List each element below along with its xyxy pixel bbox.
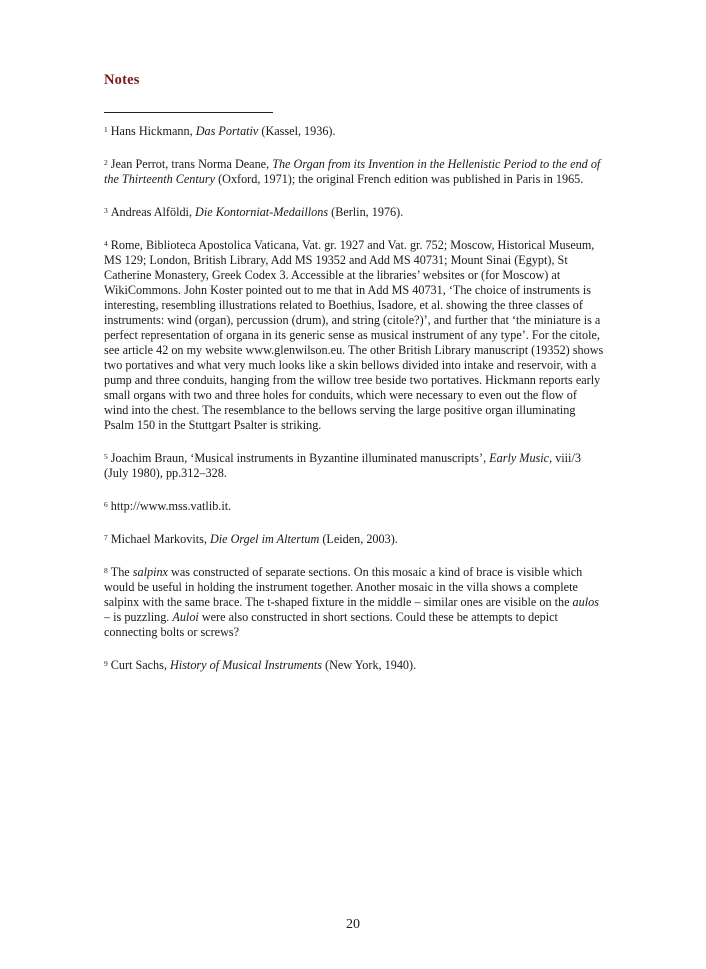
footnote-3 xyxy=(104,203,604,220)
footnote-text: (New York, 1940). xyxy=(322,658,417,672)
footnote-5 xyxy=(104,449,604,481)
footnote-9 xyxy=(104,656,604,673)
footnote-italic-title: Die Orgel im Altertum xyxy=(209,532,320,546)
footnote-text: Curt Sachs, xyxy=(110,658,170,672)
footnote-text: (Kassel, 1936). xyxy=(258,124,336,138)
footnote-text: (Berlin, 1976). xyxy=(328,205,404,219)
footnote-number: 5 xyxy=(104,452,108,461)
notes-heading: Notes xyxy=(104,72,140,88)
footnote-6 xyxy=(104,497,604,514)
footnote-7 xyxy=(104,530,604,547)
footnote-1 xyxy=(104,122,604,139)
footnote-text: , viii/3 (July 1980), pp.312–328. xyxy=(104,451,581,480)
footnote-text: Hans Hickmann, xyxy=(110,124,196,138)
footnote-text: Michael Markovits, xyxy=(110,532,210,546)
footnote-text: Andreas Alföldi, xyxy=(110,205,196,219)
footnote-number: 9 xyxy=(104,659,108,668)
footnote-number: 2 xyxy=(104,158,108,167)
footnote-2 xyxy=(104,155,604,187)
footnote-number: 6 xyxy=(104,500,108,509)
footnote-italic-title: aulos xyxy=(572,595,599,609)
footnote-text: The xyxy=(110,565,133,579)
footnote-4 xyxy=(104,236,604,433)
page-number: 20 xyxy=(346,917,360,932)
footnote-italic-title: The Organ from its Invention in the Hellenistic Period to the end of the Thirteenth Century xyxy=(104,157,601,186)
footnote-italic-title: Die Kontorniat-Medaillons xyxy=(195,205,329,219)
footnote-number: 1 xyxy=(104,125,108,134)
footnote-number: 4 xyxy=(104,239,108,248)
footnote-text: http://www.mss.vatlib.it. xyxy=(110,499,232,513)
footnote-rule xyxy=(104,112,273,113)
footnote-text: Joachim Braun, ‘Musical instruments in Byzantine illuminated manuscripts’, xyxy=(110,451,490,465)
footnote-text: were also constructed in short sections. Could these be attempts to depict connecting bolts or screws? xyxy=(104,610,558,639)
footnote-8 xyxy=(104,563,604,640)
footnote-italic-title: Auloi xyxy=(172,610,199,624)
footnote-text: Jean Perrot, trans Norma Deane, xyxy=(110,157,273,171)
footnote-number: 8 xyxy=(104,566,108,575)
footnote-italic-title: History of Musical Instruments xyxy=(170,658,322,672)
footnote-italic-title: Early Music xyxy=(489,451,550,465)
footnote-text: (Oxford, 1971); the original French edition was published in Paris in 1965. xyxy=(215,172,584,186)
footnote-italic-title: Das Portativ xyxy=(195,124,259,138)
notes-list xyxy=(104,122,604,689)
footnote-number: 7 xyxy=(104,533,108,542)
footnote-number: 3 xyxy=(104,206,108,215)
footnote-text: (Leiden, 2003). xyxy=(319,532,398,546)
footnote-text: Rome, Biblioteca Apostolica Vaticana, Vat. gr. 1927 and Vat. gr. 752; Moscow, Historical Museum, MS 129; London, British Library, Add MS 19352 and Add MS 40731; Mount Sinai (Egypt), St Catherine Monastery, Greek Codex 3. Accessible at the libraries’ websites or (for Moscow) at WikiCommons. John Koster pointed out to me that in Add MS 40731, ‘The choice of instruments is interesting, resembling illustrations related to Boethius, Isadore, et al. showing the three classes of instruments: wind (organ), percussion (drum), and string (citole?)’, and further that ‘the miniature is a perfect representation of organa in its generic sense as musical instrument of any type’. For the citole, see article 42 on my website www.glenwilson.eu. The other British Library manuscript (19352) shows two portatives and what very much looks like a skin bellows divided into intake and reservoir, with a pump and three conduits, hanging from the willow tree beside two portatives. Hickmann reports early small organs with two and three holes for conduits, which were necessary to even out the flow of wind into the chest. The resemblance to the bellows serving the large positive organ illuminating Psalm 150 in the Stuttgart Psalter is striking. xyxy=(104,238,604,432)
footnote-text: – is puzzling. xyxy=(104,610,173,624)
footnote-text: was constructed of separate sections. On this mosaic a kind of brace is visible which would be useful in holding the instrument together. Another mosaic in the villa shows a complete salpinx with the same brace. The t-shaped fixture in the middle – similar ones are visible on the xyxy=(104,565,583,609)
footnote-italic-title: salpinx xyxy=(132,565,168,579)
